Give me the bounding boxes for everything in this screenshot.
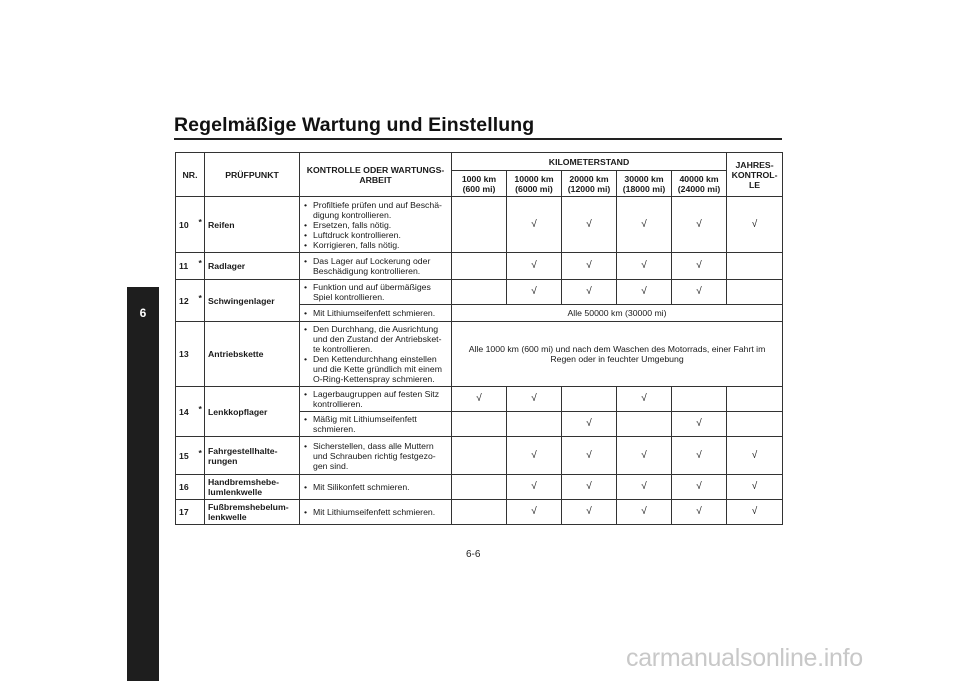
row-item: Fahrgestellhalte- rungen xyxy=(205,437,300,475)
check-mark: √ xyxy=(641,449,647,461)
table-row xyxy=(176,253,783,280)
row-star xyxy=(197,387,205,437)
check-cell xyxy=(562,387,617,412)
row-item: Schwingenlager xyxy=(205,280,300,322)
action-list xyxy=(303,308,448,318)
action-cell xyxy=(300,197,452,253)
check-cell xyxy=(617,387,672,412)
check-cell xyxy=(507,197,562,253)
check-cell xyxy=(452,387,507,412)
check-mark: √ xyxy=(696,286,702,297)
check-cell xyxy=(617,197,672,253)
row-star-mark: * xyxy=(198,447,202,458)
action-cell xyxy=(300,280,452,305)
action-item: • Mit Lithiumseifenfett schmieren. xyxy=(303,308,448,318)
check-mark: √ xyxy=(696,260,702,271)
check-mark: √ xyxy=(531,481,537,492)
watermark: carmanualsonline.info xyxy=(626,644,863,672)
table-row xyxy=(176,475,783,500)
row-star xyxy=(197,322,205,387)
row-item: Handbremshebe- lumlenkwelle xyxy=(205,475,300,500)
check-cell xyxy=(452,475,507,500)
check-cell xyxy=(672,412,727,437)
check-mark: √ xyxy=(696,481,702,492)
check-cell xyxy=(727,387,783,412)
table-row xyxy=(176,197,783,253)
check-cell xyxy=(452,437,507,475)
check-cell xyxy=(562,500,617,525)
check-mark: √ xyxy=(531,286,537,297)
row-item: Radlager xyxy=(205,253,300,280)
action-list xyxy=(303,389,448,409)
check-cell xyxy=(452,280,507,305)
check-mark: √ xyxy=(696,449,702,461)
title-rule xyxy=(174,138,782,140)
action-list xyxy=(303,507,448,517)
check-mark: √ xyxy=(641,506,647,517)
check-cell xyxy=(562,253,617,280)
check-mark: √ xyxy=(531,260,537,271)
check-cell xyxy=(507,500,562,525)
row-number: 15 xyxy=(176,437,197,475)
chapter-number: 6 xyxy=(139,306,147,320)
check-cell xyxy=(507,437,562,475)
check-mark: √ xyxy=(476,393,482,404)
check-cell xyxy=(672,500,727,525)
row-star xyxy=(197,280,205,322)
check-cell xyxy=(562,437,617,475)
row-number: 17 xyxy=(176,500,197,525)
action-item: • Luftdruck kontrollieren. xyxy=(303,230,448,240)
header-km-20000: 20000 km (12000 mi) xyxy=(562,171,617,197)
check-mark: √ xyxy=(696,418,702,429)
action-item: • Das Lager auf Lockerung oder Beschädigung kontrollieren. xyxy=(303,256,448,276)
action-item: • Profiltiefe prüfen und auf Beschä- digung kontrollieren. xyxy=(303,200,448,220)
action-list xyxy=(303,200,448,250)
check-cell xyxy=(672,197,727,253)
page-title: Regelmäßige Wartung und Einstellung xyxy=(174,114,535,136)
row-number: 12 xyxy=(176,280,197,322)
check-mark: √ xyxy=(641,393,647,404)
check-mark: √ xyxy=(751,481,758,492)
row-star xyxy=(197,253,205,280)
action-cell xyxy=(300,412,452,437)
header-km-40000: 40000 km (24000 mi) xyxy=(672,171,727,197)
action-item: • Mäßig mit Lithiumseifenfett schmieren. xyxy=(303,414,448,434)
check-mark: √ xyxy=(641,260,647,271)
check-cell xyxy=(452,500,507,525)
check-cell xyxy=(672,437,727,475)
check-mark: √ xyxy=(586,286,592,297)
table-row xyxy=(176,387,783,412)
header-item: PRÜFPUNKT xyxy=(205,153,300,197)
row-star-mark: * xyxy=(198,292,202,303)
check-mark: √ xyxy=(641,481,647,492)
check-mark: √ xyxy=(641,286,647,297)
check-cell xyxy=(452,412,507,437)
check-mark: √ xyxy=(531,449,537,461)
check-mark: √ xyxy=(751,506,758,517)
action-item: • Sicherstellen, dass alle Muttern und Schrauben richtig festgezo- gen sind. xyxy=(303,441,448,471)
action-list xyxy=(303,482,448,492)
header-km-30000: 30000 km (18000 mi) xyxy=(617,171,672,197)
check-cell xyxy=(727,253,783,280)
check-cell xyxy=(507,412,562,437)
row-star xyxy=(197,197,205,253)
row-item: Reifen xyxy=(205,197,300,253)
row-star xyxy=(197,500,205,525)
table-row xyxy=(176,437,783,475)
action-list xyxy=(303,441,448,471)
action-item: • Lagerbaugruppen auf festen Sitz kontrollieren. xyxy=(303,389,448,409)
check-mark: √ xyxy=(586,260,592,271)
row-number: 16 xyxy=(176,475,197,500)
header-nr: NR. xyxy=(176,153,205,197)
check-cell xyxy=(562,280,617,305)
action-item: • Ersetzen, falls nötig. xyxy=(303,220,448,230)
table-row xyxy=(176,322,783,387)
check-cell xyxy=(507,253,562,280)
action-list xyxy=(303,282,448,302)
row-star xyxy=(197,475,205,500)
header-km-1000: 1000 km (600 mi) xyxy=(452,171,507,197)
header-km-group: KILOMETERSTAND xyxy=(452,153,727,171)
check-mark: √ xyxy=(586,481,592,492)
row-item: Antriebskette xyxy=(205,322,300,387)
check-cell xyxy=(617,500,672,525)
action-cell xyxy=(300,500,452,525)
row-number: 14 xyxy=(176,387,197,437)
page-number: 6-6 xyxy=(466,549,481,560)
action-item: • Korrigieren, falls nötig. xyxy=(303,240,448,250)
row-item: Lenkkopflager xyxy=(205,387,300,437)
row-star-mark: * xyxy=(198,258,202,268)
action-cell xyxy=(300,322,452,387)
action-cell xyxy=(300,475,452,500)
action-item: • Den Kettendurchhang einstellen und die Kette gründlich mit einem O-Ring-Kettenspray schmieren. xyxy=(303,354,448,384)
check-cell xyxy=(617,475,672,500)
action-list xyxy=(303,414,448,434)
check-cell xyxy=(452,253,507,280)
table-row xyxy=(176,500,783,525)
check-cell xyxy=(507,280,562,305)
action-item: • Mit Lithiumseifenfett schmieren. xyxy=(303,507,448,517)
check-cell xyxy=(727,197,783,253)
check-mark: √ xyxy=(586,506,592,517)
check-mark: √ xyxy=(696,506,702,517)
check-cell xyxy=(727,437,783,475)
check-cell xyxy=(727,280,783,305)
check-cell xyxy=(617,253,672,280)
check-mark: √ xyxy=(586,218,592,230)
check-mark: √ xyxy=(531,393,537,404)
check-cell xyxy=(672,475,727,500)
row-star xyxy=(197,437,205,475)
action-item: • Mit Silikonfett schmieren. xyxy=(303,482,448,492)
check-mark: √ xyxy=(531,218,537,230)
check-cell xyxy=(727,475,783,500)
check-mark: √ xyxy=(531,506,537,517)
action-list xyxy=(303,256,448,276)
check-cell xyxy=(672,253,727,280)
check-cell xyxy=(617,280,672,305)
check-mark: √ xyxy=(641,218,647,230)
row-number: 10 xyxy=(176,197,197,253)
check-cell xyxy=(617,437,672,475)
table-row xyxy=(176,280,783,305)
action-list xyxy=(303,324,448,384)
check-cell xyxy=(507,475,562,500)
action-item: • Den Durchhang, die Ausrichtung und den Zustand der Antriebsket- te kontrollieren. xyxy=(303,324,448,354)
check-cell xyxy=(672,387,727,412)
check-mark: √ xyxy=(696,218,702,230)
check-cell xyxy=(727,412,783,437)
check-cell xyxy=(452,197,507,253)
check-cell xyxy=(562,197,617,253)
interval-span: Alle 50000 km (30000 mi) xyxy=(452,305,783,322)
action-item: • Funktion und auf übermäßiges Spiel kontrollieren. xyxy=(303,282,448,302)
check-mark: √ xyxy=(751,449,758,461)
check-cell xyxy=(507,387,562,412)
action-cell xyxy=(300,305,452,322)
row-item: Fußbremshebelum- lenkwelle xyxy=(205,500,300,525)
row-star-mark: * xyxy=(198,403,202,414)
header-annual: JAHRES- KONTROL- LE xyxy=(727,153,783,197)
check-cell xyxy=(562,475,617,500)
check-cell xyxy=(672,280,727,305)
action-cell xyxy=(300,253,452,280)
interval-span: Alle 1000 km (600 mi) und nach dem Waschen des Motorrads, einer Fahrt im Regen oder in feuchter Umgebung xyxy=(452,322,783,387)
check-mark: √ xyxy=(751,218,758,230)
check-cell xyxy=(727,500,783,525)
header-action: KONTROLLE ODER WARTUNGS- ARBEIT xyxy=(300,153,452,197)
check-mark: √ xyxy=(586,418,592,429)
header-km-10000: 10000 km (6000 mi) xyxy=(507,171,562,197)
chapter-tab xyxy=(127,287,159,681)
maintenance-table xyxy=(175,152,783,525)
maintenance-table-body xyxy=(176,197,783,525)
check-cell xyxy=(562,412,617,437)
row-number: 13 xyxy=(176,322,197,387)
check-mark: √ xyxy=(586,449,592,461)
row-star-mark: * xyxy=(198,216,202,227)
check-cell xyxy=(617,412,672,437)
action-cell xyxy=(300,387,452,412)
row-number: 11 xyxy=(176,253,197,280)
action-cell xyxy=(300,437,452,475)
